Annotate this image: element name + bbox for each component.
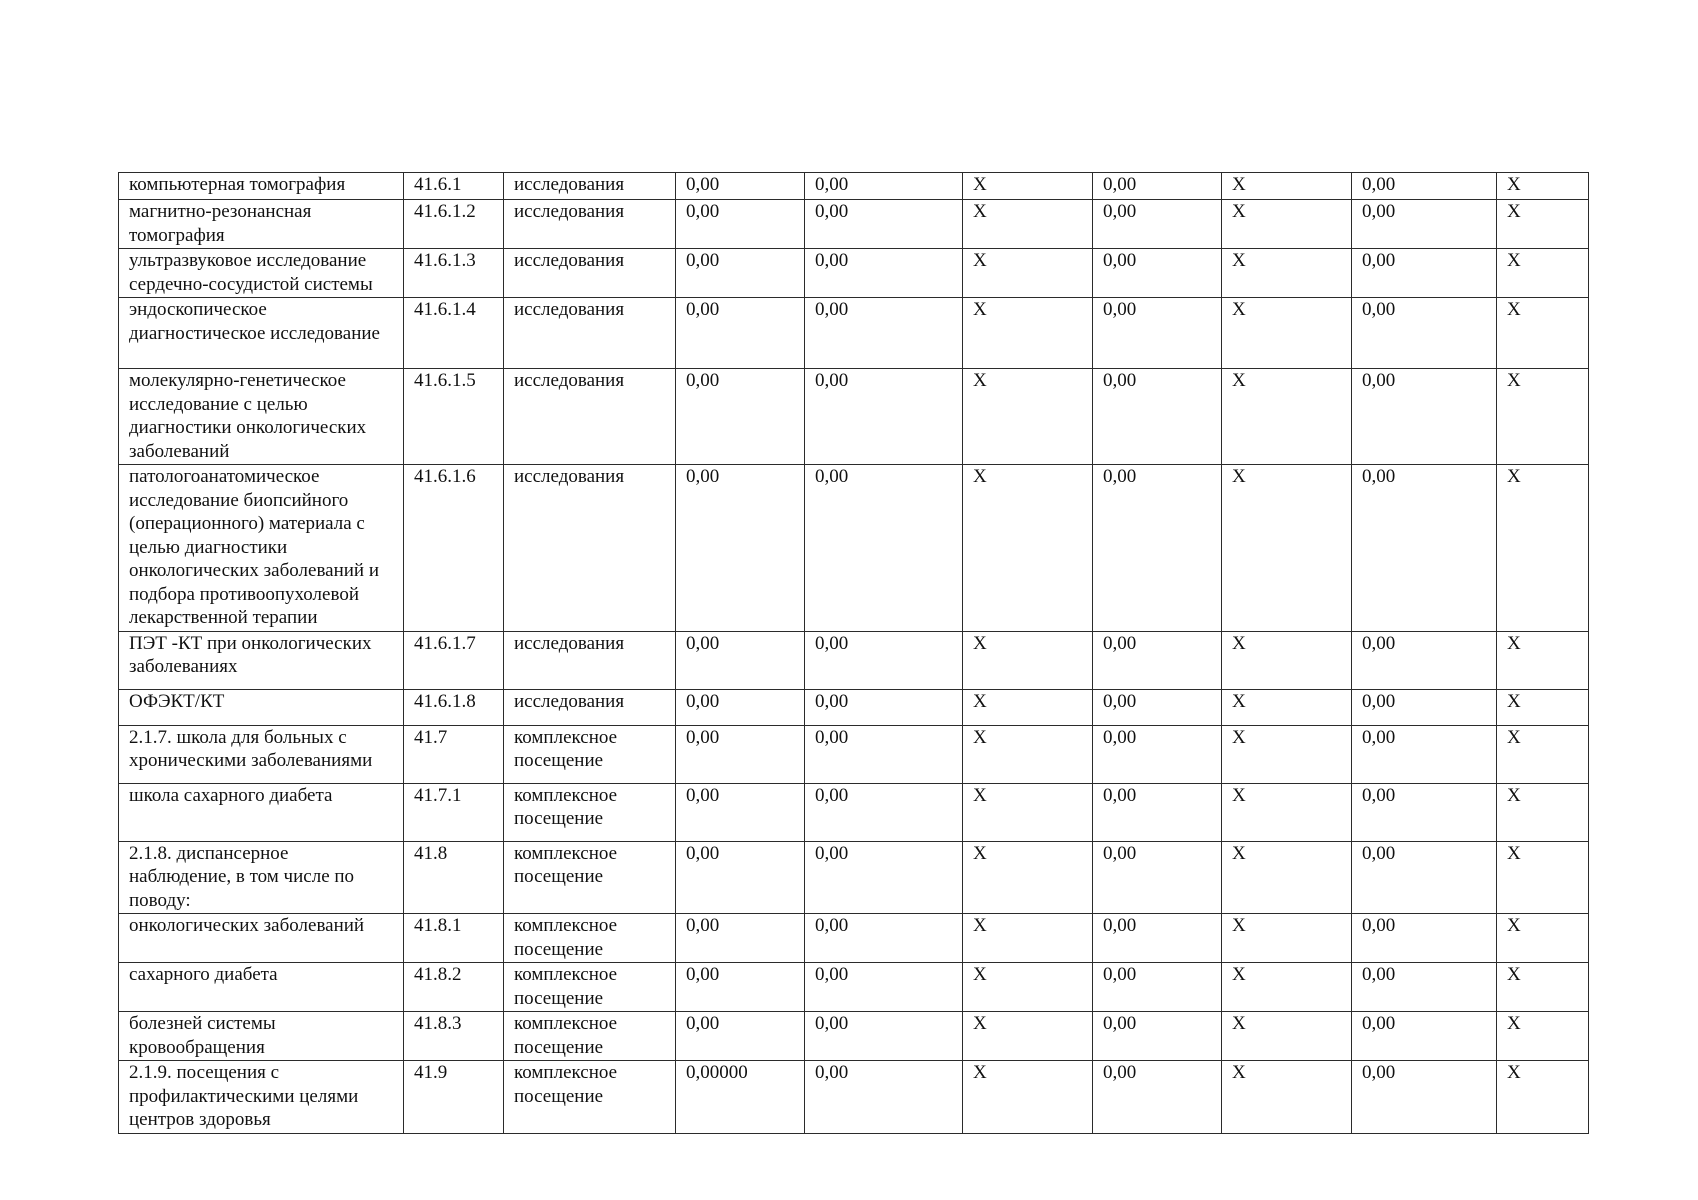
cell-value: 0,00 xyxy=(676,725,805,783)
cell-value: X xyxy=(963,783,1093,841)
table-row xyxy=(119,914,1589,963)
cell-name: болезней системы кровообращения xyxy=(119,1012,404,1061)
cell-value: X xyxy=(1222,914,1352,963)
cell-code: 41.7 xyxy=(404,725,504,783)
cell-value: X xyxy=(1222,689,1352,725)
cell-value: 0,00 xyxy=(805,465,963,632)
cell-name: ультразвуковое исследование сердечно-сосудистой системы xyxy=(119,249,404,298)
cell-name: компьютерная томография xyxy=(119,173,404,200)
cell-value: 0,00 xyxy=(1352,1012,1497,1061)
cell-value: X xyxy=(1222,1012,1352,1061)
cell-code: 41.6.1.5 xyxy=(404,369,504,465)
cell-unit: комплексное посещение xyxy=(504,963,676,1012)
cell-value: 0,00 xyxy=(676,200,805,249)
table-row xyxy=(119,1012,1589,1061)
cell-value: X xyxy=(963,963,1093,1012)
cell-value: X xyxy=(963,369,1093,465)
cell-code: 41.8.3 xyxy=(404,1012,504,1061)
cell-unit: исследования xyxy=(504,465,676,632)
cell-value: 0,00 xyxy=(1093,689,1222,725)
cell-value: X xyxy=(1497,1061,1589,1134)
cell-name: магнитно-резонансная томография xyxy=(119,200,404,249)
cell-value: X xyxy=(1222,298,1352,369)
cell-code: 41.6.1.3 xyxy=(404,249,504,298)
cell-value: 0,00 xyxy=(1352,783,1497,841)
cell-value: 0,00 xyxy=(1093,725,1222,783)
cell-unit: комплексное посещение xyxy=(504,1012,676,1061)
cell-value: 0,00 xyxy=(1352,249,1497,298)
cell-value: X xyxy=(1497,173,1589,200)
cell-value: 0,00 xyxy=(676,914,805,963)
cell-value: 0,00 xyxy=(1352,173,1497,200)
cell-value: 0,00 xyxy=(805,249,963,298)
cell-value: 0,00 xyxy=(1352,369,1497,465)
cell-value: 0,00 xyxy=(805,631,963,689)
cell-unit: исследования xyxy=(504,369,676,465)
table-row xyxy=(119,631,1589,689)
cell-value: X xyxy=(1222,369,1352,465)
cell-value: 0,00 xyxy=(805,369,963,465)
cell-value: 0,00 xyxy=(1093,841,1222,914)
cell-name: сахарного диабета xyxy=(119,963,404,1012)
cell-code: 41.6.1 xyxy=(404,173,504,200)
table-row xyxy=(119,465,1589,632)
cell-value: 0,00 xyxy=(805,914,963,963)
cell-value: X xyxy=(963,1061,1093,1134)
cell-value: 0,00 xyxy=(676,631,805,689)
cell-value: X xyxy=(1497,1012,1589,1061)
cell-value: X xyxy=(963,465,1093,632)
cell-unit: исследования xyxy=(504,200,676,249)
table-row xyxy=(119,783,1589,841)
cell-value: 0,00 xyxy=(676,249,805,298)
cell-code: 41.6.1.4 xyxy=(404,298,504,369)
cell-unit: комплексное посещение xyxy=(504,783,676,841)
cell-value: X xyxy=(963,249,1093,298)
cell-value: 0,00 xyxy=(676,689,805,725)
cell-value: 0,00 xyxy=(1093,200,1222,249)
cell-value: 0,00 xyxy=(805,1012,963,1061)
cell-value: 0,00 xyxy=(1093,298,1222,369)
cell-value: X xyxy=(1497,725,1589,783)
cell-unit: исследования xyxy=(504,173,676,200)
cell-value: 0,00 xyxy=(1093,1012,1222,1061)
cell-value: 0,00 xyxy=(1352,725,1497,783)
data-table xyxy=(118,172,1589,1134)
cell-value: 0,00 xyxy=(676,841,805,914)
cell-value: X xyxy=(1497,914,1589,963)
cell-value: 0,00 xyxy=(1093,783,1222,841)
cell-value: 0,00 xyxy=(676,1012,805,1061)
cell-value: 0,00 xyxy=(1093,631,1222,689)
cell-value: X xyxy=(963,1012,1093,1061)
cell-value: X xyxy=(1497,963,1589,1012)
cell-value: X xyxy=(1222,249,1352,298)
cell-value: 0,00 xyxy=(676,465,805,632)
cell-value: X xyxy=(963,689,1093,725)
cell-name: 2.1.9. посещения с профилактическими целями центров здоровья xyxy=(119,1061,404,1134)
cell-unit: исследования xyxy=(504,631,676,689)
cell-unit: исследования xyxy=(504,689,676,725)
cell-code: 41.8.2 xyxy=(404,963,504,1012)
cell-unit: комплексное посещение xyxy=(504,1061,676,1134)
cell-value: 0,00 xyxy=(1093,369,1222,465)
cell-value: 0,00 xyxy=(805,841,963,914)
cell-name: эндоскопическое диагностическое исследование xyxy=(119,298,404,369)
table-row xyxy=(119,963,1589,1012)
cell-value: 0,00 xyxy=(805,783,963,841)
cell-value: X xyxy=(1497,200,1589,249)
cell-value: X xyxy=(963,841,1093,914)
cell-code: 41.6.1.8 xyxy=(404,689,504,725)
table-row xyxy=(119,725,1589,783)
cell-unit: исследования xyxy=(504,249,676,298)
cell-value: 0,00 xyxy=(1352,1061,1497,1134)
cell-value: X xyxy=(963,631,1093,689)
cell-value: 0,00 xyxy=(1093,465,1222,632)
cell-value: X xyxy=(963,298,1093,369)
cell-value: X xyxy=(1497,249,1589,298)
cell-value: X xyxy=(1222,173,1352,200)
cell-value: X xyxy=(1222,963,1352,1012)
cell-value: X xyxy=(1222,200,1352,249)
cell-unit: исследования xyxy=(504,298,676,369)
cell-name: 2.1.8. диспансерное наблюдение, в том числе по поводу: xyxy=(119,841,404,914)
table-row xyxy=(119,298,1589,369)
cell-value: 0,00 xyxy=(1352,298,1497,369)
cell-value: 0,00 xyxy=(676,783,805,841)
cell-value: 0,00 xyxy=(1352,631,1497,689)
table-row xyxy=(119,689,1589,725)
table-row xyxy=(119,173,1589,200)
cell-value: 0,00 xyxy=(805,963,963,1012)
cell-value: X xyxy=(1222,725,1352,783)
table-row xyxy=(119,841,1589,914)
cell-code: 41.8.1 xyxy=(404,914,504,963)
cell-value: X xyxy=(1497,465,1589,632)
cell-value: 0,00 xyxy=(1352,200,1497,249)
cell-value: 0,00 xyxy=(1093,914,1222,963)
cell-value: X xyxy=(1497,689,1589,725)
cell-name: патологоанатомическое исследование биопсийного (операционного) материала с целью диагностики онкологических заболеваний и подбора противоопухолевой лекарственной терапии xyxy=(119,465,404,632)
cell-value: 0,00 xyxy=(1093,963,1222,1012)
cell-value: X xyxy=(1497,841,1589,914)
table-row xyxy=(119,249,1589,298)
cell-value: X xyxy=(963,914,1093,963)
cell-value: 0,00 xyxy=(1093,173,1222,200)
cell-code: 41.8 xyxy=(404,841,504,914)
cell-name: 2.1.7. школа для больных с хроническими заболеваниями xyxy=(119,725,404,783)
cell-value: 0,00 xyxy=(1093,249,1222,298)
cell-value: 0,00 xyxy=(1352,465,1497,632)
cell-value: X xyxy=(1497,631,1589,689)
cell-name: школа сахарного диабета xyxy=(119,783,404,841)
cell-value: 0,00 xyxy=(805,1061,963,1134)
cell-code: 41.6.1.2 xyxy=(404,200,504,249)
cell-value: X xyxy=(1222,631,1352,689)
cell-value: X xyxy=(1222,465,1352,632)
cell-value: X xyxy=(1222,783,1352,841)
cell-name: молекулярно-генетическое исследование с целью диагностики онкологических заболеваний xyxy=(119,369,404,465)
cell-value: 0,00 xyxy=(1352,914,1497,963)
cell-code: 41.7.1 xyxy=(404,783,504,841)
cell-value: 0,00 xyxy=(805,298,963,369)
cell-value: 0,00 xyxy=(676,369,805,465)
cell-name: ПЭТ -КТ при онкологических заболеваниях xyxy=(119,631,404,689)
cell-value: 0,00 xyxy=(1352,963,1497,1012)
cell-unit: комплексное посещение xyxy=(504,914,676,963)
cell-code: 41.9 xyxy=(404,1061,504,1134)
cell-code: 41.6.1.7 xyxy=(404,631,504,689)
cell-value: 0,00 xyxy=(805,200,963,249)
cell-value: X xyxy=(963,725,1093,783)
cell-value: X xyxy=(963,173,1093,200)
cell-value: 0,00 xyxy=(1093,1061,1222,1134)
cell-unit: комплексное посещение xyxy=(504,841,676,914)
cell-value: 0,00 xyxy=(805,725,963,783)
cell-value: X xyxy=(963,200,1093,249)
table-row xyxy=(119,1061,1589,1134)
cell-code: 41.6.1.6 xyxy=(404,465,504,632)
table-row xyxy=(119,200,1589,249)
cell-value: X xyxy=(1222,841,1352,914)
cell-value: X xyxy=(1497,298,1589,369)
cell-value: X xyxy=(1497,369,1589,465)
cell-name: онкологических заболеваний xyxy=(119,914,404,963)
cell-value: 0,00 xyxy=(805,689,963,725)
cell-value: 0,00000 xyxy=(676,1061,805,1134)
cell-value: 0,00 xyxy=(1352,841,1497,914)
cell-name: ОФЭКТ/КТ xyxy=(119,689,404,725)
cell-value: 0,00 xyxy=(676,173,805,200)
table-row xyxy=(119,369,1589,465)
cell-value: 0,00 xyxy=(1352,689,1497,725)
cell-value: 0,00 xyxy=(676,298,805,369)
cell-value: X xyxy=(1222,1061,1352,1134)
cell-unit: комплексное посещение xyxy=(504,725,676,783)
cell-value: 0,00 xyxy=(805,173,963,200)
cell-value: X xyxy=(1497,783,1589,841)
cell-value: 0,00 xyxy=(676,963,805,1012)
